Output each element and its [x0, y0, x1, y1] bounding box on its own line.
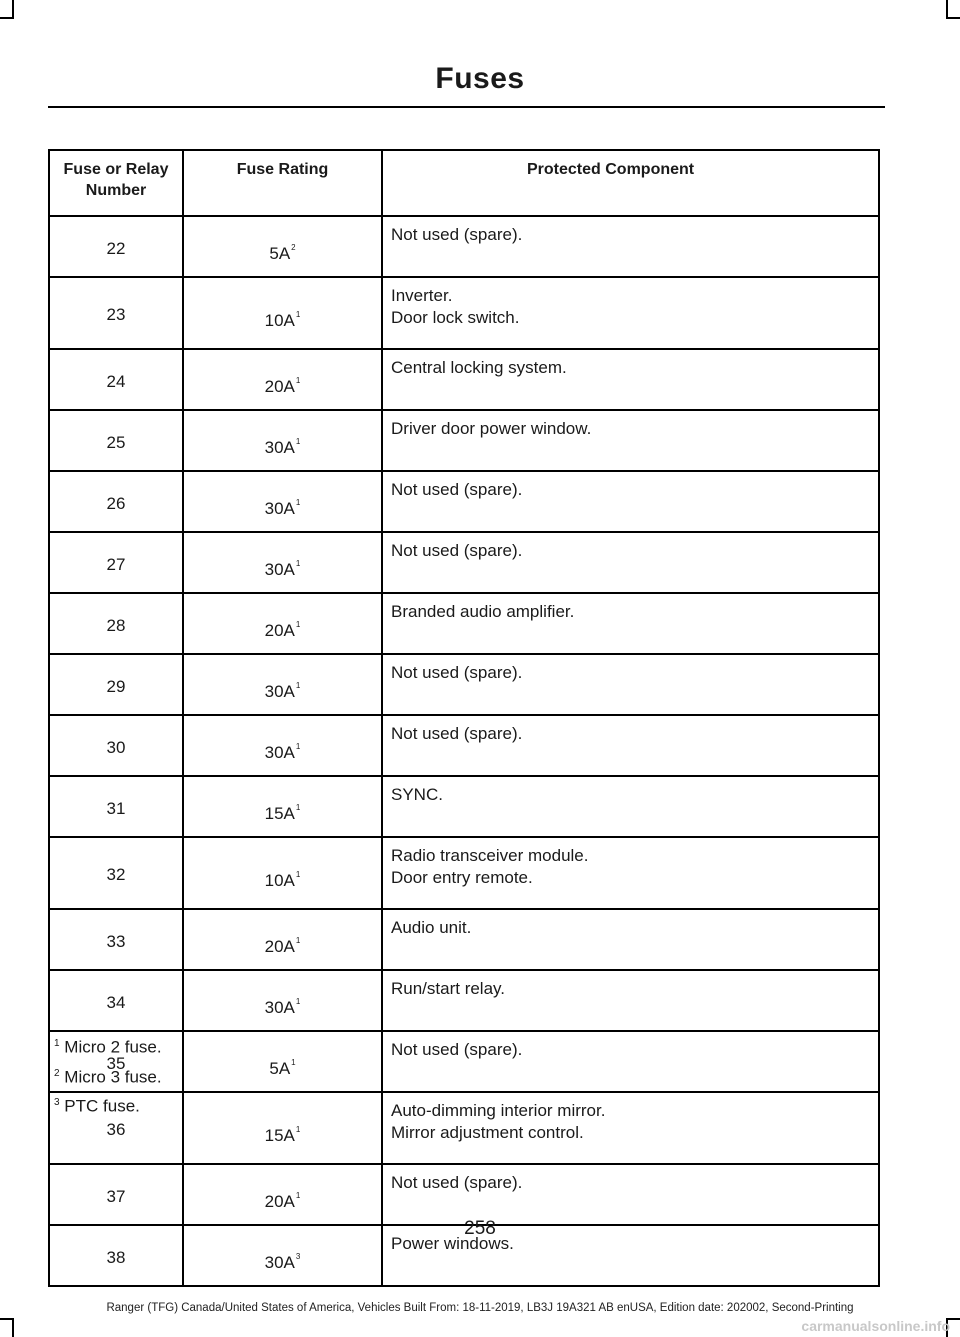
crop-mark: [946, 0, 948, 18]
fuse-number: 28: [49, 593, 183, 654]
component-line: Not used (spare).: [391, 724, 523, 743]
fuse-rating-cell: [183, 1092, 382, 1164]
component-line: Door entry remote.: [391, 868, 533, 887]
fuse-rating: 20A: [264, 1192, 295, 1211]
fuse-number: 32: [49, 837, 183, 909]
footnote-ref: 1: [295, 803, 301, 812]
footnote-mark: 1: [54, 1038, 60, 1049]
fuse-number: 30: [49, 715, 183, 776]
component-line: Audio unit.: [391, 918, 472, 937]
component-line: Auto-dimming interior mirror.: [391, 1101, 606, 1120]
protected-component: [382, 970, 879, 1031]
protected-component: [382, 715, 879, 776]
fuse-rating: 20A: [264, 621, 295, 640]
fuse-rating-cell: [183, 277, 382, 349]
crop-mark: [0, 17, 14, 19]
fuse-number: 33: [49, 909, 183, 970]
table-row: [49, 471, 879, 532]
footnote-text: Micro 2 fuse.: [64, 1037, 162, 1057]
table-row: [49, 216, 879, 277]
component-line: Door lock switch.: [391, 308, 520, 327]
footnote-ref: 1: [295, 869, 301, 879]
fuse-number: 26: [49, 471, 183, 532]
table-header-row: [49, 150, 879, 216]
fuse-rating: 20A: [264, 377, 295, 396]
table-row: [49, 1164, 879, 1225]
fuse-rating: 30A: [264, 682, 295, 701]
fuse-rating-cell: [183, 837, 382, 909]
header-fuse-rating: Fuse Rating: [183, 150, 382, 216]
table-row: [49, 349, 879, 410]
footnote-ref: 1: [295, 309, 301, 319]
footnote-ref: 1: [295, 376, 301, 385]
component-line: Not used (spare).: [391, 480, 523, 499]
fuse-rating: 30A: [264, 998, 295, 1017]
fuse-rating-cell: [183, 970, 382, 1031]
fuse-number: 37: [49, 1164, 183, 1225]
fuse-number: 36: [49, 1092, 183, 1164]
protected-component: [382, 776, 879, 837]
table-row: [49, 593, 879, 654]
protected-component: [382, 1031, 879, 1092]
table-row: [49, 277, 879, 349]
fuse-rating-cell: [183, 349, 382, 410]
footnote-ref: 1: [295, 997, 301, 1006]
fuse-number: 38: [49, 1225, 183, 1286]
fuse-rating: 30A: [264, 438, 295, 457]
component-line: Inverter.: [391, 286, 453, 305]
footnote-text: PTC fuse.: [64, 1096, 140, 1116]
fuse-rating-cell: [183, 654, 382, 715]
footnote-ref: 1: [295, 742, 301, 751]
component-line: Radio transceiver module.: [391, 846, 589, 865]
protected-component: [382, 1164, 879, 1225]
header-fuse-number: Fuse or Relay Number: [49, 150, 183, 216]
protected-component: [382, 909, 879, 970]
component-line: Driver door power window.: [391, 419, 592, 438]
fuse-rating: 30A: [264, 1253, 295, 1272]
footnote-ref: 2: [291, 243, 296, 252]
fuse-number: 22: [49, 216, 183, 277]
fuse-rating-cell: [183, 410, 382, 471]
protected-component: [382, 277, 879, 349]
fuse-rating: 5A: [269, 244, 291, 263]
footnote-ref: 1: [295, 498, 301, 507]
page-title: Fuses: [435, 62, 525, 95]
fuse-rating: 30A: [264, 560, 295, 579]
footnotes: [54, 1031, 162, 1120]
fuse-rating: 20A: [264, 937, 295, 956]
protected-component: [382, 1092, 879, 1164]
table-row: [49, 410, 879, 471]
footnote-mark: 2: [54, 1067, 60, 1079]
fuse-number: 34: [49, 970, 183, 1031]
fuse-rating-cell: [183, 715, 382, 776]
table-row: [49, 909, 879, 970]
fuse-rating-cell: [183, 1164, 382, 1225]
fuse-table: [48, 149, 880, 1287]
fuse-rating-cell: [183, 532, 382, 593]
fuse-rating: 15A: [264, 1125, 295, 1145]
footnote-mark: 3: [54, 1097, 60, 1109]
table-row: [49, 776, 879, 837]
fuse-rating-cell: [183, 776, 382, 837]
crop-mark: [0, 1318, 14, 1320]
fuse-rating: 5A: [269, 1059, 291, 1078]
footnote: [54, 1090, 162, 1120]
table-row: [49, 715, 879, 776]
crop-mark: [946, 17, 960, 19]
fuse-rating: 10A: [264, 310, 295, 330]
crop-mark: [12, 0, 14, 18]
fuse-number: 24: [49, 349, 183, 410]
fuse-number: 35: [49, 1031, 183, 1092]
table-row: [49, 837, 879, 909]
fuse-number: 23: [49, 277, 183, 349]
watermark: carmanualsonline.info: [801, 1318, 950, 1334]
fuse-number: 27: [49, 532, 183, 593]
footnote-ref: 3: [295, 1252, 301, 1261]
footnote-ref: 1: [295, 437, 301, 446]
fuse-rating-cell: [183, 909, 382, 970]
page-footer: Ranger (TFG) Canada/United States of America, Vehicles Built From: 18-11-2019, LB3J 19A321 AB enUSA, Edition date: 202002, Second-Printing: [106, 1302, 854, 1314]
protected-component: [382, 837, 879, 909]
fuse-rating-cell: [183, 471, 382, 532]
footnote: [54, 1061, 162, 1091]
fuse-rating-cell: [183, 593, 382, 654]
protected-component: [382, 471, 879, 532]
footnote-ref: 1: [291, 1058, 296, 1067]
table-row: [49, 532, 879, 593]
component-line: Mirror adjustment control.: [391, 1123, 584, 1142]
footnote-ref: 1: [295, 681, 301, 690]
table-row: [49, 1092, 879, 1164]
component-line: Not used (spare).: [391, 1040, 523, 1059]
fuse-table-body: [49, 216, 879, 1286]
protected-component: [382, 216, 879, 277]
footnote-ref: 1: [295, 559, 301, 568]
footnote-ref: 1: [295, 1124, 301, 1134]
component-line: Run/start relay.: [391, 979, 506, 998]
fuse-number: 25: [49, 410, 183, 471]
title-rule: [48, 106, 885, 108]
header-protected-component: Protected Component: [382, 150, 879, 216]
footnote-ref: 1: [295, 620, 301, 629]
component-line: SYNC.: [391, 785, 443, 804]
component-line: Not used (spare).: [391, 1173, 523, 1192]
fuse-rating-cell: [183, 216, 382, 277]
table-row: [49, 970, 879, 1031]
page-number: 258: [464, 1218, 496, 1239]
component-line: Not used (spare).: [391, 541, 523, 560]
footnote-ref: 1: [295, 1191, 301, 1200]
table-row: [49, 1031, 879, 1092]
component-line: Power windows.: [391, 1234, 514, 1253]
component-line: Branded audio amplifier.: [391, 602, 575, 621]
footnote: [54, 1031, 162, 1061]
crop-mark: [12, 1319, 14, 1337]
protected-component: [382, 654, 879, 715]
protected-component: [382, 349, 879, 410]
fuse-rating-cell: [183, 1031, 382, 1092]
protected-component: [382, 410, 879, 471]
table-row: [49, 654, 879, 715]
fuse-rating: 30A: [264, 499, 295, 518]
protected-component: [382, 593, 879, 654]
fuse-number: 31: [49, 776, 183, 837]
footnote-text: Micro 3 fuse.: [64, 1067, 162, 1087]
fuse-rating: 10A: [264, 870, 295, 890]
fuse-rating: 30A: [264, 743, 295, 762]
component-line: Central locking system.: [391, 358, 567, 377]
fuse-number: 29: [49, 654, 183, 715]
footnote-ref: 1: [295, 936, 301, 945]
protected-component: [382, 532, 879, 593]
fuse-rating: 15A: [264, 804, 295, 823]
component-line: Not used (spare).: [391, 225, 523, 244]
component-line: Not used (spare).: [391, 663, 523, 682]
